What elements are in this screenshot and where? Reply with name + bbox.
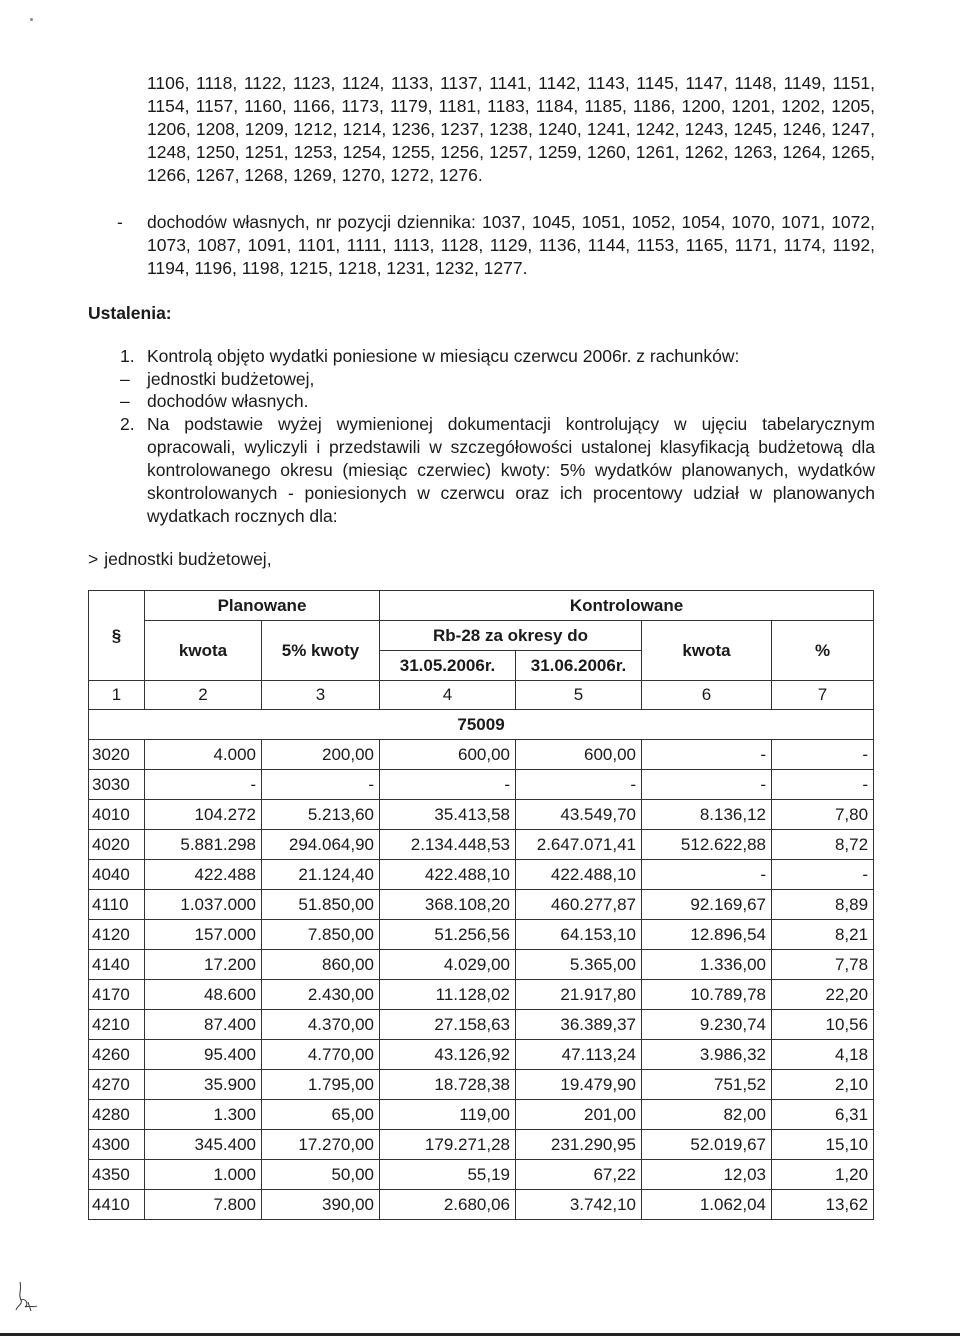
finding-number: 1. [120,346,135,366]
table-cell: 1.037.000 [145,890,262,920]
table-cell: 17.200 [145,950,262,980]
table-cell: 119,00 [380,1100,516,1130]
finding-text: Na podstawie wyżej wymienionej dokumentacji kontrolujący w ujęciu tabelarycznym opracowali, wyliczyli i przedstawili w szczegółowości ustalonej klasyfikacją budżetową dla kontrolowanego okresu (miesiąc czerwiec) kwoty: 5% wydatków planowanych, wydatków skontrolowanych - poniesionych w czerwcu oraz ich procentowy udział w planowanych wydatkach rocznych dla: [147,414,875,526]
table-cell: 1.795,00 [262,1070,380,1100]
table-cell: 19.479,90 [516,1070,642,1100]
table-row [89,1160,874,1190]
paragraph-code: 4260 [89,1040,145,1070]
table-cell: 95.400 [145,1040,262,1070]
amount-header: kwota [145,621,262,681]
table-cell: 5.881.298 [145,830,262,860]
finding-2 [120,413,875,528]
table-cell: - [772,740,874,770]
table-cell: - [262,770,380,800]
table-cell: 1.000 [145,1160,262,1190]
table-cell: - [380,770,516,800]
table-cell: 2.680,06 [380,1190,516,1220]
table-cell: 4,18 [772,1040,874,1070]
table-cell: 4.770,00 [262,1040,380,1070]
table-cell: 12.896,54 [642,920,772,950]
table-cell: 201,00 [516,1100,642,1130]
table-cell: 860,00 [262,950,380,980]
table-row [89,1130,874,1160]
handwritten-initials [14,1280,40,1314]
table-cell: 8,21 [772,920,874,950]
paragraph-code: 4110 [89,890,145,920]
table-cell: 600,00 [516,740,642,770]
column-index: 7 [772,681,874,710]
table-cell: 4.029,00 [380,950,516,980]
controlled-header: Kontrolowane [380,591,874,621]
table-cell: 48.600 [145,980,262,1010]
table-cell: - [642,770,772,800]
list-dash: – [120,369,130,389]
table-cell: 36.389,37 [516,1010,642,1040]
list-item-text: dochodów własnych. [147,391,309,411]
table-cell: 422.488,10 [380,860,516,890]
table-cell: 368.108,20 [380,890,516,920]
table-cell: 104.272 [145,800,262,830]
journal-numbers-paragraph: 1106, 1118, 1122, 1123, 1124, 1133, 1137, 1141, 1142, 1143, 1145, 1147, 1148, 1149, 1151, 1154, 1157, 1160, 1166, 1173, 1179, 1181, 1183, 1184, 1185, 1186, 1200, 1201, 1202, 1205, 1206, 1208, 1209, 1212, 1214, 1236, 1237, 1238, 1240, 1241, 1242, 1243, 1245, 1246, 1247, 1248, 1250, 1251, 1253, 1254, 1255, 1256, 1257, 1259, 1260, 1261, 1262, 1263, 1264, 1265, 1266, 1267, 1268, 1269, 1270, 1272, 1276. [147,73,875,185]
unit-heading [88,548,272,571]
paragraph-code: 4140 [89,950,145,980]
table-cell: 460.277,87 [516,890,642,920]
five-percent-header: 5% kwoty [262,621,380,681]
paragraph-symbol-header: § [89,591,145,681]
page-bottom-rule [0,1333,960,1336]
paragraph-code: 4120 [89,920,145,950]
table-cell: 35.900 [145,1070,262,1100]
list-dash: - [117,212,123,232]
table-cell: 10.789,78 [642,980,772,1010]
budget-table [88,590,874,1220]
table-cell: 2,10 [772,1070,874,1100]
table-cell: 2.647.071,41 [516,830,642,860]
table-row [89,1100,874,1130]
table-cell: 22,20 [772,980,874,1010]
table-cell: 751,52 [642,1070,772,1100]
table-cell: - [642,860,772,890]
table-cell: 7,78 [772,950,874,980]
table-cell: 422.488,10 [516,860,642,890]
table-cell: 7.850,00 [262,920,380,950]
table-cell: 200,00 [262,740,380,770]
table-row [89,1190,874,1220]
table-cell: 7,80 [772,800,874,830]
table-row [89,800,874,830]
table-cell: 82,00 [642,1100,772,1130]
table-row [89,740,874,770]
table-cell: 157.000 [145,920,262,950]
table-row [89,830,874,860]
table-cell: 27.158,63 [380,1010,516,1040]
table-cell: 8,89 [772,890,874,920]
column-index: 1 [89,681,145,710]
table-cell: 5.365,00 [516,950,642,980]
table-cell: 18.728,38 [380,1070,516,1100]
table-cell: - [642,740,772,770]
planned-header: Planowane [145,591,380,621]
table-cell: 21.124,40 [262,860,380,890]
finding-1 [120,345,880,368]
table-cell: 21.917,80 [516,980,642,1010]
paragraph-code: 4170 [89,980,145,1010]
table-cell: 422.488 [145,860,262,890]
table-cell: 179.271,28 [380,1130,516,1160]
table-cell: 231.290,95 [516,1130,642,1160]
arrow-bullet: > [88,549,99,569]
scan-speck [30,18,33,21]
table-cell: 1,20 [772,1160,874,1190]
table-cell: 12,03 [642,1160,772,1190]
table-cell: 64.153,10 [516,920,642,950]
table-cell: 13,62 [772,1190,874,1220]
paragraph-code: 4410 [89,1190,145,1220]
table-cell: 52.019,67 [642,1130,772,1160]
table-cell: - [145,770,262,800]
table-row [89,770,874,800]
table-cell: 55,19 [380,1160,516,1190]
list-item-text: jednostki budżetowej, [147,369,315,389]
table-cell: 8.136,12 [642,800,772,830]
paragraph-code: 4020 [89,830,145,860]
list-item [120,368,860,391]
table-row [89,860,874,890]
controlled-amount-header: kwota [642,621,772,681]
table-row [89,950,874,980]
table-cell: 2.134.448,53 [380,830,516,860]
own-income-item [117,211,875,280]
unit-heading-text: jednostki budżetowej, [104,549,272,569]
table-cell: 4.000 [145,740,262,770]
date-header-june: 31.06.2006r. [516,651,642,681]
list-item [120,390,860,413]
table-cell: 15,10 [772,1130,874,1160]
paragraph-code: 3030 [89,770,145,800]
table-cell: 35.413,58 [380,800,516,830]
paragraph-code: 4300 [89,1130,145,1160]
table-cell: 10,56 [772,1010,874,1040]
table-cell: 2.430,00 [262,980,380,1010]
table-cell: 5.213,60 [262,800,380,830]
table-cell: 65,00 [262,1100,380,1130]
table-cell: 1.062,04 [642,1190,772,1220]
table-cell: 43.549,70 [516,800,642,830]
table-cell: 8,72 [772,830,874,860]
section-code: 75009 [89,710,874,740]
table-row [89,1010,874,1040]
paragraph-code: 4270 [89,1070,145,1100]
table-cell: 51.256,56 [380,920,516,950]
percent-header: % [772,621,874,681]
table-row [89,1070,874,1100]
table-cell: 6,31 [772,1100,874,1130]
list-dash: – [120,391,130,411]
column-index: 3 [262,681,380,710]
table-cell: 7.800 [145,1190,262,1220]
table-cell: 17.270,00 [262,1130,380,1160]
finding-number: 2. [120,414,135,434]
table-cell: 390,00 [262,1190,380,1220]
paragraph-code: 4040 [89,860,145,890]
table-cell: 50,00 [262,1160,380,1190]
table-cell: 3.986,32 [642,1040,772,1070]
column-index: 6 [642,681,772,710]
table-row [89,980,874,1010]
table-row [89,1040,874,1070]
table-cell: 1.336,00 [642,950,772,980]
table-cell: 9.230,74 [642,1010,772,1040]
table-cell: 47.113,24 [516,1040,642,1070]
table-cell: 11.128,02 [380,980,516,1010]
paragraph-code: 4010 [89,800,145,830]
table-cell: 512.622,88 [642,830,772,860]
own-income-text: dochodów własnych, nr pozycji dziennika: 1037, 1045, 1051, 1052, 1054, 1070, 1071, 1072, 1073, 1087, 1091, 1101, 1111, 1113, 1128, 1129, 1136, 1144, 1153, 1165, 1171, 1174, 1192, 1194, 1196, 1198, 1215, 1218, 1231, 1232, 1277. [147,212,875,278]
table-row [89,890,874,920]
table-cell: 87.400 [145,1010,262,1040]
table-row [89,920,874,950]
column-index-row [89,681,874,710]
table-cell: 67,22 [516,1160,642,1190]
paragraph-code: 4350 [89,1160,145,1190]
table-cell: 51.850,00 [262,890,380,920]
column-index: 5 [516,681,642,710]
column-index: 4 [380,681,516,710]
paragraph-code: 4210 [89,1010,145,1040]
table-cell: 3.742,10 [516,1190,642,1220]
paragraph-code: 4280 [89,1100,145,1130]
table-cell: 4.370,00 [262,1010,380,1040]
table-cell: 294.064,90 [262,830,380,860]
date-header-may: 31.05.2006r. [380,651,516,681]
paragraph-code: 3020 [89,740,145,770]
table-cell: 600,00 [380,740,516,770]
table-cell: - [516,770,642,800]
section-row [89,710,874,740]
table-cell: - [772,860,874,890]
table-cell: 345.400 [145,1130,262,1160]
table-cell: 1.300 [145,1100,262,1130]
column-index: 2 [145,681,262,710]
finding-text: Kontrolą objęto wydatki poniesione w miesiącu czerwcu 2006r. z rachunków: [147,346,740,366]
table-cell: 43.126,92 [380,1040,516,1070]
findings-heading: Ustalenia: [88,303,172,323]
table-cell: 92.169,67 [642,890,772,920]
table-cell: - [772,770,874,800]
rb28-header: Rb-28 za okresy do [380,621,642,651]
